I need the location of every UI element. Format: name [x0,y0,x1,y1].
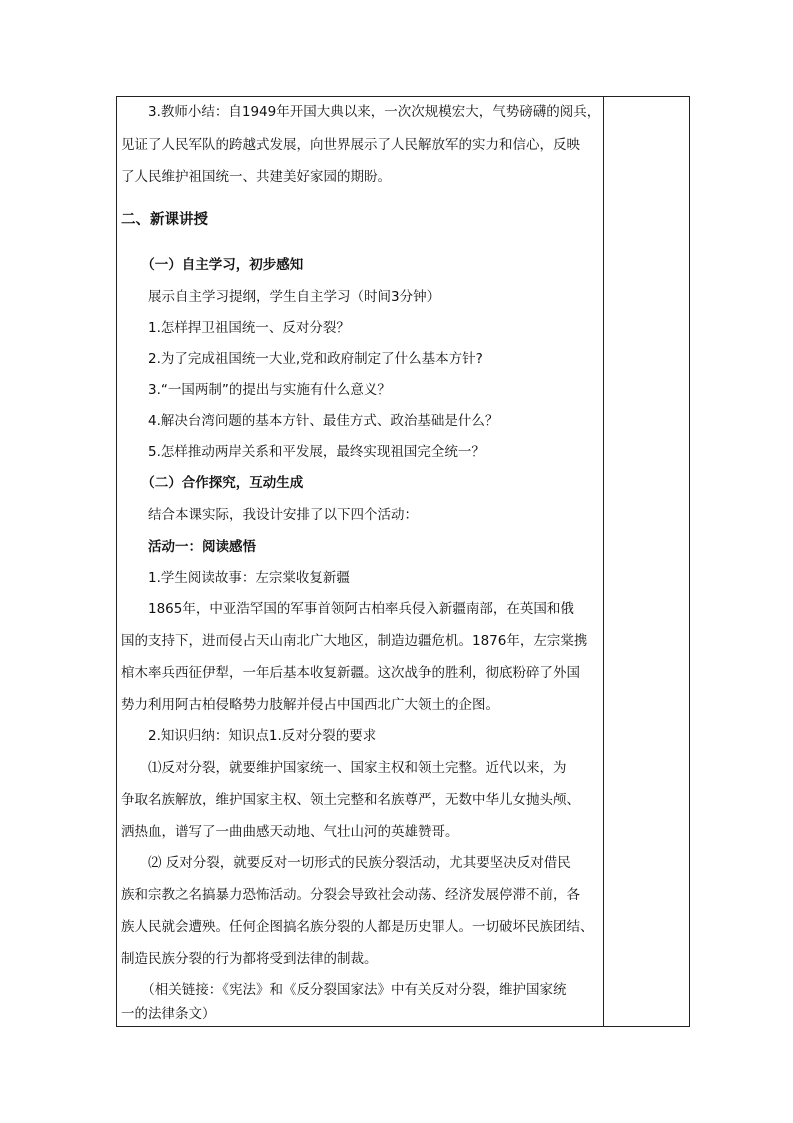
question-5: 5.怎样推动两岸关系和平发展，最终实现祖国完全统一？ [121,444,485,460]
paragraph-line: ⑵ 反对分裂，就要反对一切形式的民族分裂活动，尤其要坚决反对借民 [121,855,571,871]
text-line: 展示自主学习提纲，学生自主学习（时间3分钟） [121,289,441,305]
question-2: 2.为了完成祖国统一大业,党和政府制定了什么基本方针? [121,351,483,367]
story-line: 势力利用阿古柏侵略势力肢解并侵占中国西北广大领土的企图。 [121,697,499,713]
story-line: 棺木率兵西征伊犁，一年后基本收复新疆。这次战争的胜利，彻底粉碎了外国 [121,665,580,681]
text-line: 1.学生阅读故事：左宗棠收复新疆 [121,570,350,586]
paragraph-line: 争取名族解放，维护国家主权、领土完整和名族尊严，无数中华儿女抛头颅、 [121,792,580,808]
paragraph-line: ⑴反对分裂，就要维护国家统一、国家主权和领土完整。近代以来，为 [121,760,567,776]
question-3: 3.“一国两制”的提出与实施有什么意义？ [121,382,391,398]
column-divider [603,97,604,1026]
text-line: 3.教师小结：自1949年开国大典以来，一次次规模宏大，气势磅礴的阅兵， [121,104,601,120]
text-line: 见证了人民军队的跨越式发展，向世界展示了人民解放军的实力和信心，反映 [121,137,580,153]
paragraph-line: 制造民族分裂的行为都将受到法律的制裁。 [121,951,378,967]
story-line: 1865年，中亚浩罕国的军事首领阿古柏率兵侵入新疆南部，在英国和俄 [121,601,574,617]
note-line: 一的法律条文） [121,1006,216,1022]
paragraph-line: 洒热血，谱写了一曲曲感天动地、气壮山河的英雄赞哥。 [121,824,459,840]
subsection-heading: （二）合作探究，互动生成 [121,475,304,491]
question-1: 1.怎样捍卫祖国统一、反对分裂？ [121,320,350,336]
subsection-heading: （一）自主学习，初步感知 [121,257,304,273]
paragraph-line: 族人民就会遭殃。任何企图搞名族分裂的人都是历史罪人。一切破坏民族团结、 [121,919,594,935]
note-line: （相关链接：《宪法》和《反分裂国家法》中有关反对分裂，维护国家统 [121,982,567,998]
text-line: 2.知识归纳：知识点1.反对分裂的要求 [121,728,377,744]
question-4: 4.解决台湾问题的基本方针、最佳方式、政治基础是什么？ [121,413,499,429]
section-heading: 二、新课讲授 [121,212,208,228]
story-line: 国的支持下，进而侵占天山南北广大地区，制造边疆危机。1876年，左宗棠携 [121,633,588,649]
lesson-table [116,96,690,1027]
activity-heading: 活动一：阅读感悟 [121,539,256,555]
text-line: 了人民维护祖国统一、共建美好家园的期盼。 [121,169,391,185]
paragraph-line: 族和宗教之名搞暴力恐怖活动。分裂会导致社会动荡、经济发展停滞不前，各 [121,887,580,903]
text-line: 结合本课实际，我设计安排了以下四个活动： [121,507,418,523]
